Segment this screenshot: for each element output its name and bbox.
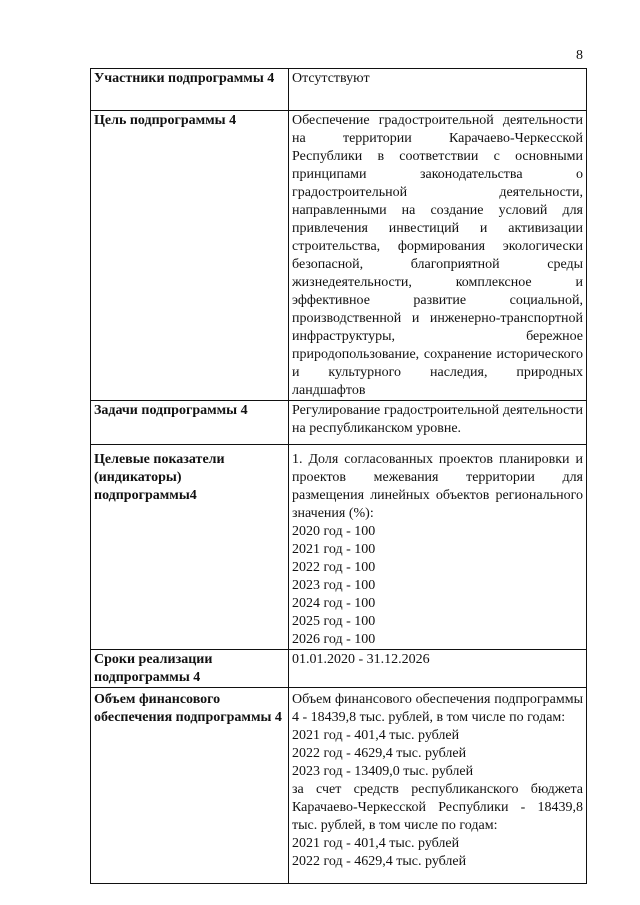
regional-budget-year-line: 2021 год - 401,4 тыс. рублей [292,836,460,851]
financing-label: Объем финансового обеспечения подпрограммы 4 [91,688,289,884]
financing-year-line: 2023 год - 13409,0 тыс. рублей [292,764,474,779]
table-row [91,445,587,650]
terms-value: 01.01.2020 - 31.12.2026 [289,650,587,688]
tasks-value: Регулирование градостроительной деятельности на республиканском уровне. [289,401,587,445]
indicator-year-line: 2026 год - 100 [292,632,376,647]
indicator-year-line: 2021 год - 100 [292,542,376,557]
indicator-description: 1. Доля согласованных проектов планировки и проектов межевания территории для размещения линейных объектов регионального значения (%): [292,452,583,521]
indicators-value [289,445,587,650]
tasks-label: Задачи подпрограммы 4 [91,401,289,445]
table-row [91,650,587,688]
terms-label: Сроки реализации подпрограммы 4 [91,650,289,688]
table-row [91,69,587,111]
page-number: 8 [576,48,583,63]
financing-value [289,688,587,884]
indicators-label: Целевые показатели (индикаторы) подпрограммы4 [91,445,289,650]
indicator-year-line: 2025 год - 100 [292,614,376,629]
table-row [91,111,587,401]
table-row [91,401,587,445]
regional-budget-description: за счет средств республиканского бюджета Карачаево-Черкесской Республики - 18439,8 тыс. рублей, в том числе по годам: [292,782,583,833]
subprogram-passport-table [90,68,587,884]
goal-label: Цель подпрограммы 4 [91,111,289,401]
regional-budget-year-line: 2022 год - 4629,4 тыс. рублей [292,854,467,869]
indicator-year-line: 2024 год - 100 [292,596,376,611]
table-row [91,688,587,884]
indicator-year-line: 2020 год - 100 [292,524,376,539]
financing-description: Объем финансового обеспечения подпрограммы 4 - 18439,8 тыс. рублей, в том числе по годам: [292,692,583,725]
indicator-year-line: 2022 год - 100 [292,560,376,575]
participants-label: Участники подпрограммы 4 [91,69,289,111]
financing-year-line: 2021 год - 401,4 тыс. рублей [292,728,460,743]
financing-year-line: 2022 год - 4629,4 тыс. рублей [292,746,467,761]
participants-value: Отсутствуют [289,69,587,111]
indicator-year-line: 2023 год - 100 [292,578,376,593]
goal-value: Обеспечение градостроительной деятельности на территории Карачаево-Черкесской Республики в соответствии с основными принципами законодательства о градостроительной деятельности, направленными на создание условий для привлечения инвестиций и активизации строительства, формирования экологически безопасной, благоприятной среды жизнедеятельности, комплексное и эффективное развитие социальной, производственной и инженерно-транспортной инфраструктуры, бережное природопользование, сохранение исторического и культурного наследия, природных ландшафтов [289,111,587,401]
